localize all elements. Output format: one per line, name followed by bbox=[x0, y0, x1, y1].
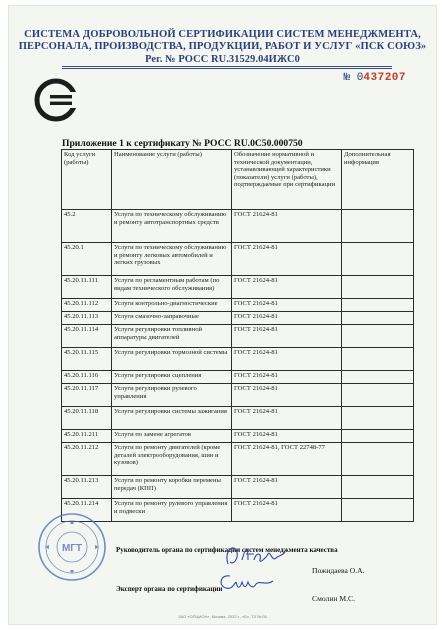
certification-logo-icon bbox=[34, 78, 78, 122]
table-row bbox=[62, 348, 414, 371]
head-of-body-label: Руководитель органа по сертификации систем менеджмента качества bbox=[116, 546, 338, 554]
service-name-cell: Услуги по ремонту двигателей (кроме деталей электрооборудования, шин и кузовов) bbox=[112, 443, 232, 476]
service-name-cell: Услуги по техническому обслуживанию и ремонту легковых автомобилей и легких грузовых bbox=[112, 243, 232, 276]
service-code-cell: 45.20.11.115 bbox=[62, 348, 112, 371]
additional-info-cell bbox=[342, 384, 414, 407]
service-name-cell: Услуги по замене агрегатов bbox=[112, 430, 232, 443]
additional-info-cell bbox=[342, 210, 414, 243]
service-code-cell: 45.20.11.118 bbox=[62, 407, 112, 430]
table-row bbox=[62, 325, 414, 348]
header-rule-2 bbox=[62, 68, 392, 69]
table-row bbox=[62, 430, 414, 443]
additional-info-cell bbox=[342, 430, 414, 443]
service-name-cell: Услуги регулировки системы зажигания bbox=[112, 407, 232, 430]
registration-number: Рег. № РОСС RU.31529.04ИЖС0 bbox=[145, 54, 300, 65]
head-of-body-name: Пожидаева О.А. bbox=[312, 566, 365, 575]
service-name-cell: Услуги регулировки сцепления bbox=[112, 371, 232, 384]
service-code-cell: 45.20.1 bbox=[62, 243, 112, 276]
service-name-cell: Услуги по ремонту рулевого управления и подвески bbox=[112, 499, 232, 522]
service-name-cell: Услуги по ремонту коробки перемены передач (КПП) bbox=[112, 476, 232, 499]
printer-footer: ЗАО «ОПЦИОН», Москва, 2022 г., «Б», Т3 № 00 bbox=[178, 614, 267, 619]
table-row bbox=[62, 476, 414, 499]
organization-stamp bbox=[37, 512, 107, 582]
table-row bbox=[62, 276, 414, 299]
appendix-title: Приложение 1 к сертификату № РОСС RU.0С50.000750 bbox=[62, 138, 303, 149]
header-additional-info: Дополнительная информация bbox=[342, 150, 414, 210]
normative-doc-cell: ГОСТ 21624-81 bbox=[232, 243, 342, 276]
normative-doc-cell: ГОСТ 21624-81 bbox=[232, 325, 342, 348]
additional-info-cell bbox=[342, 499, 414, 522]
document-number-digits: 437207 bbox=[363, 72, 406, 84]
normative-doc-cell: ГОСТ 21624-81 bbox=[232, 312, 342, 325]
service-code-cell: 45.20.11.114 bbox=[62, 325, 112, 348]
service-name-cell: Услуги регулировки рулевого управления bbox=[112, 384, 232, 407]
table-row bbox=[62, 407, 414, 430]
additional-info-cell bbox=[342, 299, 414, 312]
table-row bbox=[62, 243, 414, 276]
additional-info-cell bbox=[342, 276, 414, 299]
normative-doc-cell: ГОСТ 21624-81 bbox=[232, 430, 342, 443]
expert-label: Эксперт органа по сертификации bbox=[116, 585, 223, 593]
service-code-cell: 45.20.11.111 bbox=[62, 276, 112, 299]
normative-doc-cell: ГОСТ 21624-81 bbox=[232, 499, 342, 522]
expert-signature bbox=[216, 570, 276, 596]
additional-info-cell bbox=[342, 312, 414, 325]
service-name-cell: Услуги по техническому обслуживанию и ремонту автотранспортных средств bbox=[112, 210, 232, 243]
normative-doc-cell: ГОСТ 21624-81 bbox=[232, 299, 342, 312]
expert-name: Смолин М.С. bbox=[312, 594, 355, 603]
service-code-cell: 45.20.11.212 bbox=[62, 443, 112, 476]
service-code-cell: 45.20.11.211 bbox=[62, 430, 112, 443]
additional-info-cell bbox=[342, 325, 414, 348]
normative-doc-cell: ГОСТ 21624-81 bbox=[232, 476, 342, 499]
table-row bbox=[62, 371, 414, 384]
service-code-cell: 45.20.11.116 bbox=[62, 371, 112, 384]
header-code: Код услуги (работы) bbox=[62, 150, 112, 210]
service-code-cell: 45.20.11.112 bbox=[62, 299, 112, 312]
head-signature bbox=[222, 540, 288, 570]
service-name-cell: Услуги контрольно-диагностические bbox=[112, 299, 232, 312]
document-number-prefix: № 0 bbox=[343, 72, 364, 84]
table-row bbox=[62, 299, 414, 312]
service-name-cell: Услуги регулировки тормозной системы bbox=[112, 348, 232, 371]
service-name-cell: Услуги смазочно-заправочные bbox=[112, 312, 232, 325]
service-name-cell: Услуги по регламентным работам (по видам технического обслуживания) bbox=[112, 276, 232, 299]
service-name-cell: Услуги регулировки топливной аппаратуры двигателей bbox=[112, 325, 232, 348]
table-row bbox=[62, 384, 414, 407]
stamp-text: МГТ bbox=[61, 543, 83, 554]
table-row bbox=[62, 443, 414, 476]
service-code-cell: 45.20.11.113 bbox=[62, 312, 112, 325]
table-row bbox=[62, 210, 414, 243]
header-service-name: Наименование услуги (работы) bbox=[112, 150, 232, 210]
additional-info-cell bbox=[342, 407, 414, 430]
additional-info-cell bbox=[342, 476, 414, 499]
service-code-cell: 45.20.11.214 bbox=[62, 499, 112, 522]
normative-doc-cell: ГОСТ 21624-81 bbox=[232, 371, 342, 384]
additional-info-cell bbox=[342, 443, 414, 476]
additional-info-cell bbox=[342, 348, 414, 371]
table-row bbox=[62, 499, 414, 522]
service-code-cell: 45.2 bbox=[62, 210, 112, 243]
normative-doc-cell: ГОСТ 21624-81 bbox=[232, 348, 342, 371]
additional-info-cell bbox=[342, 371, 414, 384]
document-number bbox=[344, 72, 406, 84]
service-code-cell: 45.20.11.213 bbox=[62, 476, 112, 499]
header-rule bbox=[62, 66, 392, 67]
header-line-1: СИСТЕМА ДОБРОВОЛЬНОЙ СЕРТИФИКАЦИИ СИСТЕМ МЕНЕДЖМЕНТА, bbox=[24, 29, 421, 40]
normative-doc-cell: ГОСТ 21624-81 bbox=[232, 384, 342, 407]
normative-doc-cell: ГОСТ 21624-81 bbox=[232, 276, 342, 299]
table-row bbox=[62, 312, 414, 325]
normative-doc-cell: ГОСТ 21624-81 bbox=[232, 210, 342, 243]
normative-doc-cell: ГОСТ 21624-81, ГОСТ 22748-77 bbox=[232, 443, 342, 476]
normative-doc-cell: ГОСТ 21624-81 bbox=[232, 407, 342, 430]
header-normative-doc: Обозначение нормативной и технической документации, устанавливающей характеристики (показатели) услуги (работы), подтверждаемые при сертификации bbox=[232, 150, 342, 210]
header-line-2: ПЕРСОНАЛА, ПРОИЗВОДСТВА, ПРОДУКЦИИ, РАБОТ И УСЛУГ «ПСК СОЮЗ» bbox=[18, 41, 427, 52]
table-header-row bbox=[62, 150, 414, 210]
service-code-cell: 45.20.11.117 bbox=[62, 384, 112, 407]
additional-info-cell bbox=[342, 243, 414, 276]
services-table bbox=[61, 149, 414, 522]
